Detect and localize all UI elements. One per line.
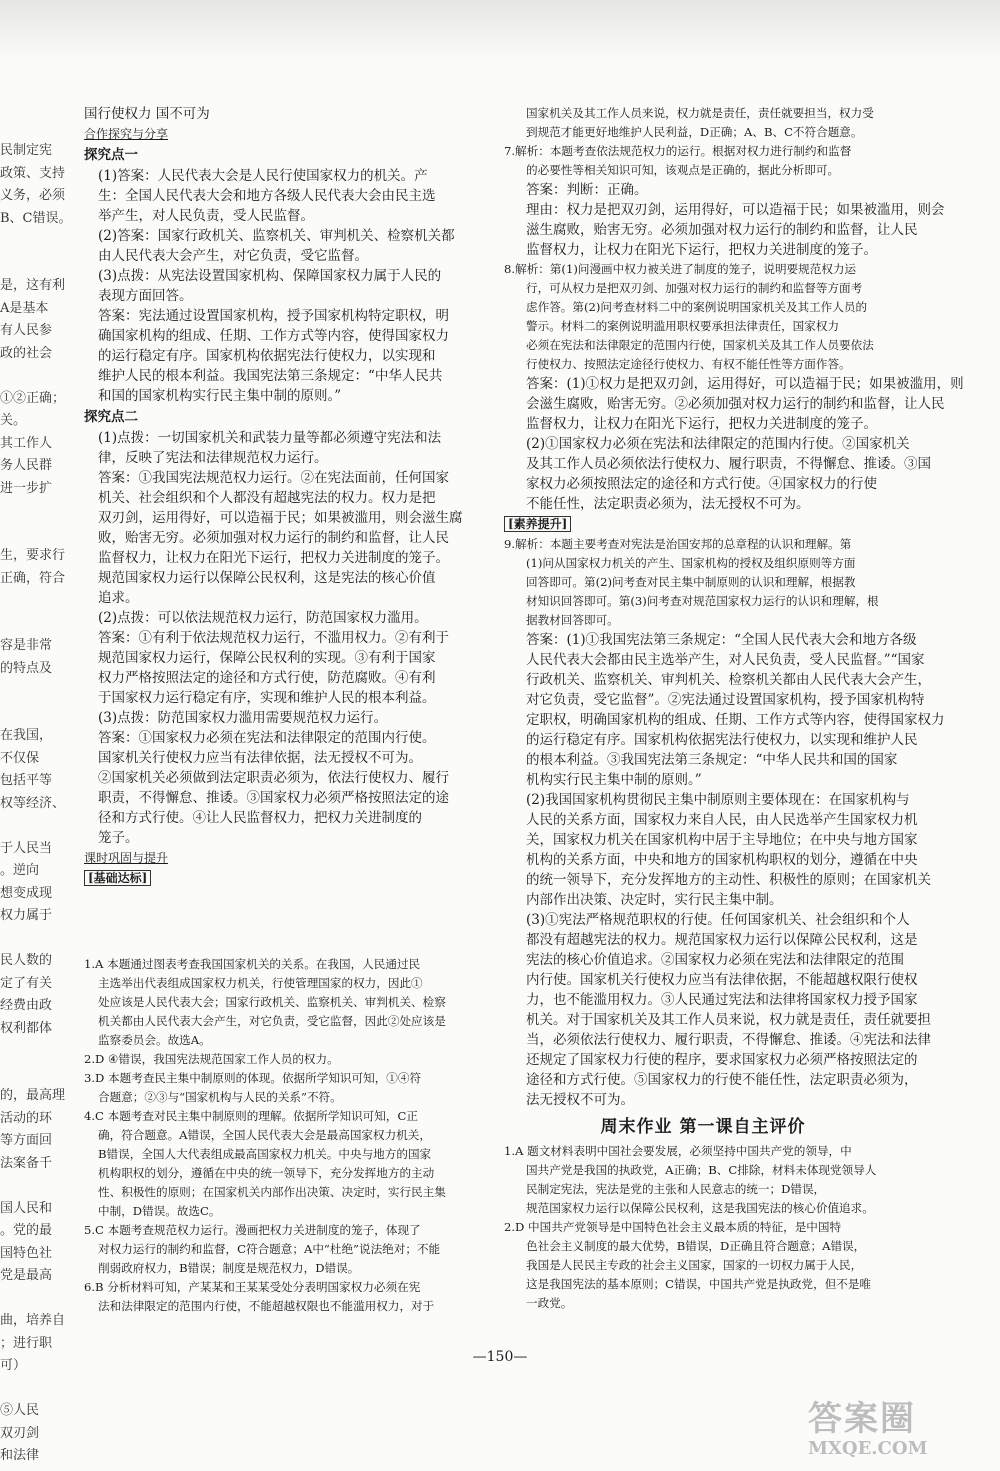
right-column-line: 民制定宪法，宪法是党的主张和人民意志的统一；D错误， <box>526 1182 826 1196</box>
right-column-line: 宪法的核心价值追求。②国家权力必须在宪法和法律限定的范围 <box>526 952 904 968</box>
right-column-tag: [素养提升] <box>504 516 571 532</box>
bleed-line: 生，要求行 <box>0 548 66 563</box>
left-column-line: 径和方式行使。④让人民监督权力，把权力关进制度的 <box>98 810 422 826</box>
right-column-line: 2.D 中国共产党领导是中国特色社会主义最本质的特征，是中国特 <box>504 1220 842 1234</box>
right-column-line: 法无授权不可为。 <box>526 1092 634 1108</box>
bleed-line: 权力属于 <box>0 908 53 923</box>
bleed-line: 其工作人 <box>0 435 53 451</box>
right-column-line: (1)问从国家权力机关的产生、国家机构的授权及组织原则等方面 <box>526 556 856 570</box>
bleed-line: 包括平等 <box>0 773 53 788</box>
left-column-line: 双刃剑，运用得好，可以造福于民；如果被滥用，则会滋生腐 <box>98 510 463 526</box>
bleed-line: 容是非常 <box>0 638 53 653</box>
right-column-line: 内部作出决策、决定时，实行民主集中制。 <box>526 892 783 908</box>
left-lower-line: 3.D 本题考查民主集中制原则的体现。依据所学知识可知，①④符 <box>84 1071 422 1085</box>
bleed-line: 等方面回 <box>0 1133 53 1148</box>
bleed-line: 定了有关 <box>0 975 53 991</box>
bleed-line: 民制定宪 <box>0 143 53 158</box>
right-column-line: 7.解析：本题考查依法规范权力的运行。根据对权力进行制约和监督 <box>504 144 852 158</box>
right-column-line: 人民代表大会都由民主选举产生，对人民负责，受人民监督。”“国家 <box>526 652 925 668</box>
left-lower-line: 4.C 本题考查对民主集中制原则的理解。依据所学知识可知，C正 <box>84 1109 418 1123</box>
left-lower-line: 5.C 本题考查规范权力运行。漫画把权力关进制度的笼子，体现了 <box>84 1223 421 1237</box>
right-column-line: 人民的关系方面，国家权力来自人民，由人民选举产生国家权力机 <box>526 812 918 828</box>
right-column-line: 国共产党是我国的执政党，A正确；B、C排除，材料未体现党领导人 <box>526 1163 877 1177</box>
left-column-line: 答案：①有利于依法规范权力运行，不滥用权力。②有利于 <box>98 630 449 646</box>
right-column-line: 的必要性等相关知识可知，该观点是正确的，据此分析即可。 <box>526 163 840 177</box>
bleed-line <box>0 590 72 613</box>
left-lower-column <box>84 955 494 1355</box>
bleed-line <box>0 1063 72 1086</box>
bleed-line <box>0 253 72 276</box>
right-column-line: 的统一领导下，充分发挥地方的主动性、积极性的原则；在国家机关 <box>526 872 931 888</box>
right-column-line: 的运行稳定有序。国家机构依据宪法行使权力，以实现和维护人民 <box>526 732 918 748</box>
left-lower-line: 监察委员会。故选A。 <box>98 1033 211 1047</box>
bleed-line <box>0 680 72 703</box>
bleed-line <box>0 1040 72 1063</box>
left-column-line: (2)点拨：可以依法规范权力运行，防范国家权力滥用。 <box>98 610 428 626</box>
right-column-line: 一政党。 <box>526 1296 573 1310</box>
right-column-line: 答案：判断：正确。 <box>526 182 648 198</box>
bleed-line: A是基本 <box>0 300 49 316</box>
left-lower-line: 2.D ④错误，我国宪法规范国家工作人员的权力。 <box>84 1052 339 1066</box>
page-number: —150— <box>472 1349 528 1365</box>
bleed-line: 。党的最 <box>0 1223 53 1238</box>
bleed-line: 。逆向 <box>0 863 40 878</box>
left-column-line: 确国家机构的组成、任期、工作方式等内容，使得国家权力 <box>98 328 449 344</box>
bleed-line: 法案备千 <box>0 1155 53 1171</box>
bleed-line: 经费由政 <box>0 998 53 1013</box>
bleed-line <box>0 703 72 726</box>
bleed-line <box>0 230 72 253</box>
bleed-line: 想变成现 <box>0 885 53 901</box>
right-column-line: 必须在宪法和法律限定的范围内行使，国家机关及其工作人员要依法 <box>526 338 874 352</box>
left-column-line: (2)答案：国家行政机关、监察机关、审判机关、检察机关都 <box>98 228 455 244</box>
right-column-line: 关，国家权力机关在国家机构中居于主导地位；在中央与地方国家 <box>526 832 918 848</box>
bleed-line: 政策、支持 <box>0 165 66 181</box>
bleed-line: ⑤人民 <box>0 1403 40 1418</box>
right-column-line: 周末作业 第一课自主评价 <box>600 1117 806 1137</box>
left-column-line: ②国家机关必须做到法定职责必须为，依法行使权力、履行 <box>98 770 449 786</box>
right-column-line: 规范国家权力运行以保障公民权利，这是我国宪法的核心价值追求。 <box>526 1201 874 1215</box>
bleed-line <box>0 1175 72 1198</box>
left-lower-line: 确，符合题意。A错误，全国人民代表大会是最高国家权力机关， <box>98 1128 431 1142</box>
right-column-line: (2)我国国家机构贯彻民主集中制原则主要体现在：在国家机构与 <box>526 792 910 808</box>
right-column-line: 都没有超越宪法的权力。规范国家权力运行以保障公民权利，这是 <box>526 932 918 948</box>
bleed-line: 国人民和 <box>0 1200 53 1216</box>
left-column-line: 答案：①国家权力必须在宪法和法律限定的范围内行使。 <box>98 730 436 746</box>
left-column-line: 和国的国家机构实行民主集中制的原则。” <box>98 388 342 404</box>
right-column-line: 答案：(1)①我国宪法第三条规定：“全国人民代表大会和地方各级 <box>526 632 917 648</box>
right-column-line: 监督权力，让权力在阳光下运行，把权力关进制度的笼子。 <box>526 242 877 258</box>
bleed-line: 可） <box>0 1358 27 1373</box>
bleed-line: 活动的环 <box>0 1110 53 1126</box>
right-column-line: (3)①宪法严格规范职权的行使。任何国家机关、社会组织和个人 <box>526 912 910 928</box>
bleed-line: ①②正确； <box>0 390 66 406</box>
bleed-line: 权等经济、 <box>0 795 66 811</box>
left-lower-line: B错误，全国人大代表组成最高国家权力机关。中央与地方的国家 <box>98 1147 432 1161</box>
bleed-line: 有人民参 <box>0 323 53 338</box>
bleed-line: 和法律 <box>0 1448 40 1463</box>
left-column <box>84 104 494 954</box>
left-lower-line: 对权力运行的制约和监督，C符合题意；A中“杜绝”说法绝对；不能 <box>98 1242 441 1256</box>
right-column-line: 内行使。国家机关行使权力应当有法律依据，不能超越权限行使权 <box>526 972 918 988</box>
left-lower-line: 中制，D错误。故选C。 <box>98 1204 221 1218</box>
bleed-line <box>0 1288 72 1311</box>
left-column-line: 举产生，对人民负责，受人民监督。 <box>98 208 314 224</box>
left-lower-line: 机关都由人民代表大会产生，对它负责，受它监督，因此②处应该是 <box>98 1014 446 1028</box>
right-column-line: 不能任性，法定职责必须为，法无授权不可为。 <box>526 496 810 512</box>
right-column-line: 途径和方式行使。⑤国家权力的行使不能任性，法定职责必须为， <box>526 1072 918 1088</box>
bleed-line: 曲，培养自 <box>0 1313 66 1328</box>
bleed-line: 双刃剑 <box>0 1425 40 1441</box>
left-column-line: 规范国家权力运行以保障公民权利，这是宪法的核心价值 <box>98 570 436 586</box>
left-column-line: 权力严格按照法定的途径和方式行使，防范腐败。④有利 <box>98 670 436 686</box>
right-column-line: 我国是人民民主专政的社会主义国家，国家的一切权力属于人民， <box>526 1258 863 1272</box>
left-column-line: 国行使权力 国不可为 <box>84 106 210 122</box>
watermark-url: MXQE.COM <box>808 1438 928 1459</box>
left-column-line: 由人民代表大会产生，对它负责，受它监督。 <box>98 248 368 264</box>
left-column-line: 笼子。 <box>98 830 139 846</box>
right-column-line: 9.解析：本题主要考查对宪法是治国安邦的总章程的认识和理解。第 <box>504 537 852 551</box>
right-column-line: 色社会主义制度的最大优势，B错误，D正确且符合题意；A错误， <box>526 1239 866 1253</box>
bleed-line <box>0 815 72 838</box>
right-column-line: 行，可从权力是把双刃剑、加强对权力运行的制约和监督等方面考 <box>526 281 863 295</box>
right-column-line: 监督权力，让权力在阳光下运行，把权力关进制度的笼子。 <box>526 416 877 432</box>
left-lower-line: 合题意；②③与“国家机构与人民的关系”不符。 <box>98 1090 342 1104</box>
bleed-line: 关。 <box>0 413 27 428</box>
left-column-line: 于国家权力运行稳定有序，实现和维护人民的根本利益。 <box>98 690 436 706</box>
bleed-line <box>0 523 72 546</box>
right-column-line: 当，必须依法行使权力、履行职责，不得懈怠、推诿。④宪法和法律 <box>526 1032 931 1048</box>
left-column-line <box>84 869 494 888</box>
right-column-line: 对它负责，受它监督”。②宪法通过设置国家机构，授予国家机构特 <box>526 692 925 708</box>
left-column-line: 答案：①我国宪法规范权力运行。②在宪法面前，任何国家 <box>98 470 449 486</box>
left-column-line: 生：全国人民代表大会和地方各级人民代表大会由民主选 <box>98 188 436 204</box>
left-column-line: 表现方面回答。 <box>98 288 193 304</box>
left-column-line: 职责，不得懈怠、推诿。③国家权力必须严格按照法定的途 <box>98 790 449 806</box>
right-column-line: 定职权，明确国家机构的组成、任期、工作方式等内容，使得国家权力 <box>526 712 945 728</box>
bleed-line: 务人民群 <box>0 458 53 473</box>
left-column-line: (3)点拨：防范国家权力滥用需要规范权力运行。 <box>98 710 388 726</box>
right-column-line: 据教材回答即可。 <box>526 613 619 627</box>
right-column-line: 滋生腐败，贻害无穷。必须加强对权力运行的制约和监督，让人民 <box>526 222 918 238</box>
bleed-line <box>0 500 72 523</box>
left-column-line: 探究点二 <box>84 409 138 425</box>
left-column-line: 合作探究与分享 <box>84 127 169 141</box>
bleed-line: B、C错误。 <box>0 210 72 226</box>
right-column-line: 答案：(1)①权力是把双刃剑，运用得好，可以造福于民；如果被滥用，则 <box>526 376 964 392</box>
watermark-logo: 答案圈 <box>808 1399 916 1439</box>
right-column-line: 力，也不能滥用权力。③人民通过宪法和法律将国家权力授予国家 <box>526 992 918 1008</box>
right-column-line: 到规范才能更好地维护人民利益，D正确；A、B、C不符合题意。 <box>526 125 863 139</box>
bleed-line: 党是最高 <box>0 1268 53 1283</box>
bleed-line: 进一步扩 <box>0 480 53 496</box>
left-column-line: 追求。 <box>98 590 139 606</box>
bleed-line <box>0 928 72 951</box>
right-column-line: 及其工作人员必须依法行使权力、履行职责，不得懈怠、推诿。③国 <box>526 456 931 472</box>
right-column-line <box>504 515 902 534</box>
bleed-line: 民人数的 <box>0 953 53 968</box>
right-column-line: 的根本利益。③我国宪法第三条规定：“中华人民共和国的国家 <box>526 752 898 768</box>
right-column-line: 回答即可。第(2)问考查对民主集中制原则的认识和理解，根据教 <box>526 575 856 589</box>
left-column-line: 答案：宪法通过设置国家机构，授予国家机构特定职权，明 <box>98 308 449 324</box>
right-column-line: 家权力必须按照法定的途径和方式行使。④国家权力的行使 <box>526 476 877 492</box>
right-column-line: 国家机关及其工作人员来说，权力就是责任，责任就要担当，权力受 <box>526 106 874 120</box>
right-column-line: 机关。对于国家机关及其工作人员来说，权力就是责任，责任就要担 <box>526 1012 931 1028</box>
right-column-line: 虑作答。第(2)问考查材料二中的案例说明国家机关及其工作人员的 <box>526 300 868 314</box>
bleed-line: 政的社会 <box>0 345 53 361</box>
bleed-line: 义务，必须 <box>0 188 66 203</box>
scan-shadow <box>0 0 1000 60</box>
left-column-line: 机关、社会组织和个人都没有超越宪法的权力。权力是把 <box>98 490 436 506</box>
right-column-line: 行使权力、按照法定途径行使权力、有权不能任性等方面作答。 <box>526 357 851 371</box>
bleed-line: 不仅保 <box>0 750 40 766</box>
bleed-line: 是，这有利 <box>0 278 66 293</box>
left-column-line: (3)点拨：从宪法设置国家机构、保障国家权力属于人民的 <box>98 268 442 284</box>
bleed-line: 国特色社 <box>0 1245 53 1261</box>
left-lower-line: 性、积极性的原则；在国家机关内部作出决策、决定时，实行民主集 <box>98 1185 446 1199</box>
left-column-line: 败，贻害无穷。必须加强对权力运行的制约和监督，让人民 <box>98 530 449 546</box>
left-column-line: 监督权力，让权力在阳光下运行，把权力关进制度的笼子。 <box>98 550 449 566</box>
bleed-line: ；进行职 <box>0 1335 53 1351</box>
left-column-line: 的运行稳定有序。国家机构依据宪法行使权力，以实现和 <box>98 348 436 364</box>
right-column <box>504 104 964 1354</box>
left-lower-line: 削弱政府权力，B错误；制度是规范权力，D错误。 <box>98 1261 360 1275</box>
right-column-line: 这是我国宪法的基本原则；C错误，中国共产党是执政党，但不是唯 <box>526 1277 872 1291</box>
bleed-line: 的特点及 <box>0 660 53 676</box>
left-lower-line: 6.B 分析材料可知，产某某和王某某受处分表明国家权力必须在宪 <box>84 1280 421 1294</box>
left-column-line: 探究点一 <box>84 147 138 163</box>
left-page-bleed <box>0 140 72 1463</box>
left-lower-line: 机构职权的划分，遵循在中央的统一领导下，充分发挥地方的主动 <box>98 1166 435 1180</box>
right-column-line: 8.解析：第(1)问漫画中权力被关进了制度的笼子，说明要规范权力运 <box>504 262 857 276</box>
left-column-line: (1)点拨：一切国家机关和武装力量等都必须遵守宪法和法 <box>98 430 442 446</box>
right-column-line: (2)①国家权力必须在宪法和法律限定的范围内行使。②国家机关 <box>526 436 910 452</box>
bleed-line <box>0 1378 72 1401</box>
right-column-line: 机构的关系方面，中央和地方的国家机构职权的划分，遵循在中央 <box>526 852 918 868</box>
right-column-line: 材知识回答即可。第(3)问考查对规范国家权力运行的认识和理解，根 <box>526 594 879 608</box>
bleed-line <box>0 365 72 388</box>
right-column-line: 警示。材料二的案例说明滥用职权要承担法律责任，国家权力 <box>526 319 840 333</box>
watermark <box>808 1400 988 1466</box>
left-column-line: 维护人民的根本利益。我国宪法第三条规定：“中华人民共 <box>98 368 443 384</box>
bleed-line: 正确，符合 <box>0 570 66 586</box>
right-column-line: 1.A 题文材料表明中国社会要发展，必须坚持中国共产党的领导，中 <box>504 1144 852 1158</box>
bleed-line: 于人民当 <box>0 840 53 856</box>
left-column-tag: [基础达标] <box>84 870 151 886</box>
left-lower-line: 法和法律限定的范围内行使，不能超越权限也不能滥用权力，对于 <box>98 1299 435 1313</box>
right-column-line: 会滋生腐败，贻害无穷。②必须加强对权力运行的制约和监督，让人民 <box>526 396 945 412</box>
right-column-line: 理由：权力是把双刃剑，运用得好，可以造福于民；如果被滥用，则会 <box>526 202 945 218</box>
left-lower-line: 1.A 本题通过图表考查我国国家机关的关系。在我国，人民通过民 <box>84 957 421 971</box>
right-column-line: 行政机关、监察机关、审判机关、检察机关都由人民代表大会产生， <box>526 672 931 688</box>
bleed-line: 权利都体 <box>0 1020 53 1036</box>
bleed-line: 在我国， <box>0 728 53 743</box>
bleed-line <box>0 613 72 636</box>
left-lower-line: 主选举出代表组成国家权力机关，行使管理国家的权力，因此① <box>98 976 423 990</box>
right-column-line: 机构实行民主集中制的原则。” <box>526 772 702 788</box>
left-column-line: 课时巩固与提升 <box>84 851 169 865</box>
left-lower-line: 处应该是人民代表大会；国家行政机关、监察机关、审判机关、检察 <box>98 995 446 1009</box>
left-column-line: (1)答案：人民代表大会是人民行使国家权力的机关。产 <box>98 168 428 184</box>
bleed-line: 的，最高理 <box>0 1088 66 1103</box>
left-column-line: 规范国家权力运行，保障公民权利的实现。③有利于国家 <box>98 650 436 666</box>
left-column-line: 国家机关行使权力应当有法律依据，法无授权不可为。 <box>98 750 422 766</box>
right-column-line: 还规定了国家权力行使的程序，要求国家权力必须严格按照法定的 <box>526 1052 918 1068</box>
left-column-line: 律，反映了宪法和法律规范权力运行。 <box>98 450 328 466</box>
